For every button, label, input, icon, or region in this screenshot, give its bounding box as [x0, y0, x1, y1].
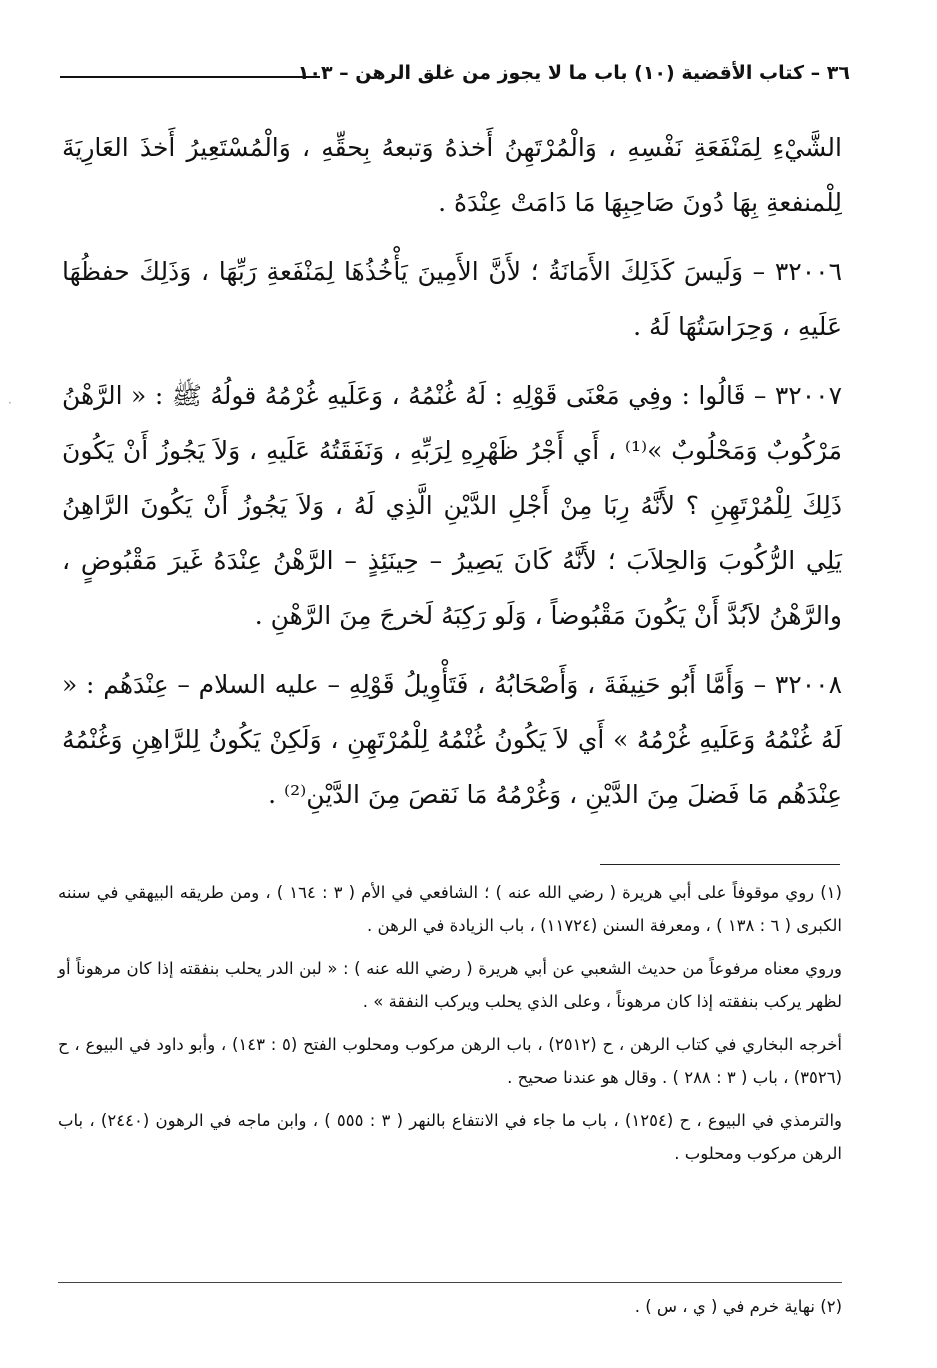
main-text: [62, 120, 842, 836]
header-rule: [60, 76, 320, 78]
paragraph-32007: ٣٢٠٠٧ – قَالُوا : وفِي مَعْنَى قَوْلِهِ : لَهُ غُنْمُهُ ، وَعَلَيهِ غُرْمُهُ قولُهُ ﷺ : « الرَّهْنُ مَرْكُوبٌ وَمَحْلُوبٌ »⁽¹⁾ ، أَي أَجْرُ ظَهْرِهِ لِرَبِّهِ ، وَنَفَقَتُهُ عَلَيهِ ، وَلاَ يَجُوزُ أَنْ يَكُونَ ذَلِكَ لِلْمُرْتَهِنِ ؟ لأَنَّهُ رِبَا مِنْ أَجْلِ الدَّيْنِ الَّذِي لَهُ ، وَلاَ يَجُوزُ أَنْ يَكُونَ الرَّاهِنُ يَلِي الرُّكُوبَ وَالحِلاَبَ ؛ لأَنَّهُ كَانَ يَصِيرُ – حِينَئِذٍ – الرَّهْنُ عِنْدَهُ غَيرَ مَقْبُوضٍ ، والرَّهْنُ لاَبُدَّ أَنْ يَكُونَ مَقْبُوضاً ، وَلَو رَكِبَهُ لَخرجَ مِنَ الرَّهْنِ .: [62, 381, 842, 630]
running-header: [60, 62, 850, 96]
paragraph-32006: ٣٢٠٠٦ – وَلَيسَ كَذَلِكَ الأَمَانَةُ ؛ لأَنَّ الأَمِينَ يَأْخُذُهَا لِمَنْفَعةِ رَبِّهَا ، وَذَلِكَ حفظُهَا عَلَيهِ ، وَحِرَاسَتُهَا لَهُ .: [62, 257, 842, 341]
header-title: ٣٦ – كتاب الأقضية (١٠) باب ما لا يجوز من غلق الرهن – ١٠٣: [297, 62, 850, 84]
footnote-1: (١) روي موقوفاً على أبي هريرة ( رضي الله عنه ) ؛ الشافعي في الأم ( ٣ : ١٦٤ ) ، ومن طريقه البيهقي في سننه الكبرى ( ٦ : ١٣٨ ) ، ومعرفة السنن (١١٧٢٤) ، باب الزيادة في الرهن .: [58, 883, 842, 935]
footnotes: [58, 876, 842, 1174]
footnote-2: (٢) نهاية خرم في ( ي ، س ) .: [634, 1297, 842, 1316]
paragraph-1: الشَّيْءِ لِمَنْفَعَةِ نَفْسِهِ ، وَالْمُرْتَهِنُ أَخذهُ وَتبعهُ بِحقِّهِ ، وَالْمُسْتَعِيرُ أَخذَ العَارِيَةَ لِلْمنفعةِ بِهَا دُونَ صَاحِبِهَا مَا دَامَتْ عِنْدَهُ .: [62, 133, 842, 217]
margin-mark: ·: [8, 396, 12, 410]
footnote-separator: [600, 864, 840, 865]
footnote-1-tirmidhi: والترمذي في البيوع ، ح (١٢٥٤) ، باب ما جاء في الانتفاع بالنهر ( ٣ : ٥٥٥ ) ، وابن ماجه في الرهون (٢٤٤٠) ، باب الرهن مركوب ومحلوب .: [58, 1111, 843, 1163]
footnote-1-continued: وروي معناه مرفوعاً من حديث الشعبي عن أبي هريرة ( رضي الله عنه ) : « لبن الدر يحلب بنفقته إذا كان مرهوناً أو لظهر يركب بنفقته إذا كان مرهوناً ، وعلى الذي يحلب ويركب النفقة » .: [58, 959, 842, 1011]
footnote-1-takhrij: أخرجه البخاري في كتاب الرهن ، ح (٢٥١٢) ، باب الرهن مركوب ومحلوب الفتح (٥ : ١٤٣) ، وأبو داود في البيوع ، ح (٣٥٢٦) ، باب ( ٣ : ٢٨٨ ) . وقال هو عندنا صحيح .: [58, 1035, 842, 1087]
footnote-divider: [58, 1282, 842, 1283]
paragraph-32008: ٣٢٠٠٨ – وَأَمَّا أَبُو حَنِيفَةَ ، وَأَصْحَابُهُ ، فَتَأْوِيلُ قَوْلِهِ – عليه السلام – عِنْدَهُم : « لَهُ غُنْمُهُ وَعَلَيهِ غُرْمُهُ » أَي لاَ يَكُونُ غُنْمُهُ لِلْمُرْتَهِنِ ، وَلَكِنْ يَكُونُ لِلرَّاهِنِ وَغُنْمُهُ عِنْدَهُم مَا فَضلَ مِنَ الدَّيْنِ ، وَغُرْمُهُ مَا نَقصَ مِنَ الدَّيْنِ⁽²⁾ .: [62, 670, 842, 809]
